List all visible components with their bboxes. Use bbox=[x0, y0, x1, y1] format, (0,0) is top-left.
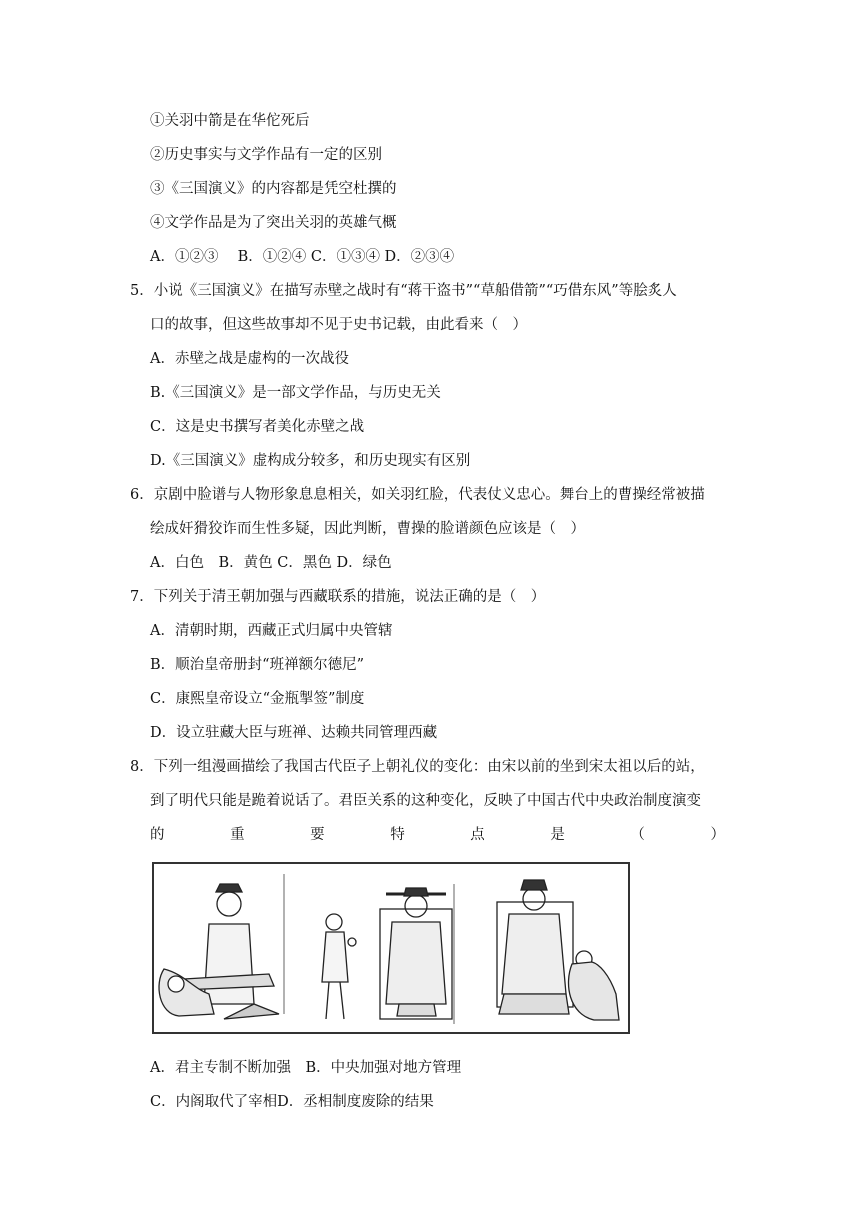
q5-stem-line1: 5．小说《三国演义》在描写赤壁之战时有“蒋干盗书”“草船借箭”“巧借东风”等脍炙人 bbox=[130, 283, 677, 299]
q4-options: A．①②③ B．①②④ C．①③④ D．②③④ bbox=[150, 249, 455, 265]
q8-options-line1: A．君主专制不断加强 B．中央加强对地方管理 bbox=[150, 1060, 462, 1076]
panel-ming-kneeling bbox=[497, 880, 619, 1020]
q7-option-c: C．康熙皇帝设立“金瓶掣签”制度 bbox=[150, 691, 365, 707]
q6-stem-line1: 6．京剧中脸谱与人物形象息息相关，如关羽红脸，代表仗义忠心。舞台上的曹操经常被描 bbox=[130, 487, 705, 503]
q6-stem-line2: 绘成奸猾狡诈而生性多疑，因此判断，曹操的脸谱颜色应该是（ ） bbox=[150, 521, 585, 537]
q8-stem-line2: 到了明代只能是跪着说话了。君臣关系的这种变化，反映了中国古代中央政治制度演变 bbox=[150, 793, 701, 809]
panel-song-standing bbox=[322, 884, 454, 1024]
q4-statement-1: ①关羽中箭是在华佗死后 bbox=[150, 113, 310, 129]
q4-statement-2: ②历史事实与文学作品有一定的区别 bbox=[150, 147, 382, 163]
panel-song-sitting bbox=[159, 874, 284, 1019]
q5-option-d: D.《三国演义》虚构成分较多，和历史现实有区别 bbox=[150, 453, 471, 469]
q5-option-b: B.《三国演义》是一部文学作品，与历史无关 bbox=[150, 385, 441, 401]
q8-stem-line1: 8．下列一组漫画描绘了我国古代臣子上朝礼仪的变化：由宋以前的坐到宋太祖以后的站， bbox=[130, 759, 705, 775]
court-etiquette-cartoon bbox=[152, 862, 630, 1034]
q8-word: ） bbox=[710, 827, 725, 843]
q8-word: 重 bbox=[230, 827, 245, 843]
q5-option-a: A．赤壁之战是虚构的一次战役 bbox=[150, 351, 349, 367]
q4-statement-4: ④文学作品是为了突出关羽的英雄气概 bbox=[150, 215, 397, 231]
q7-option-b: B．顺治皇帝册封“班禅额尔德尼” bbox=[150, 657, 364, 673]
q4-statement-3: ③《三国演义》的内容都是凭空杜撰的 bbox=[150, 181, 397, 197]
q8-options-line2: C．内阁取代了宰相D．丞相制度废除的结果 bbox=[150, 1094, 434, 1110]
q8-stem-line3 bbox=[150, 825, 725, 845]
q8-word: 要 bbox=[310, 827, 325, 843]
q7-stem: 7．下列关于清王朝加强与西藏联系的措施，说法正确的是（ ） bbox=[130, 589, 546, 605]
q7-option-a: A．清朝时期，西藏正式归属中央管辖 bbox=[150, 623, 393, 639]
q8-word: 点 bbox=[470, 827, 485, 843]
q8-word: 是 bbox=[550, 827, 565, 843]
q5-option-c: C．这是史书撰写者美化赤壁之战 bbox=[150, 419, 365, 435]
q8-word: 的 bbox=[150, 827, 165, 843]
q5-stem-line2: 口的故事，但这些故事却不见于史书记载，由此看来（ ） bbox=[150, 317, 527, 333]
cartoon-illustration bbox=[154, 864, 628, 1032]
q6-options: A．白色 B．黄色 C．黑色 D．绿色 bbox=[150, 555, 392, 571]
q8-word: （ bbox=[630, 827, 645, 843]
q7-option-d: D．设立驻藏大臣与班禅、达赖共同管理西藏 bbox=[150, 725, 438, 741]
q8-word: 特 bbox=[390, 827, 405, 843]
